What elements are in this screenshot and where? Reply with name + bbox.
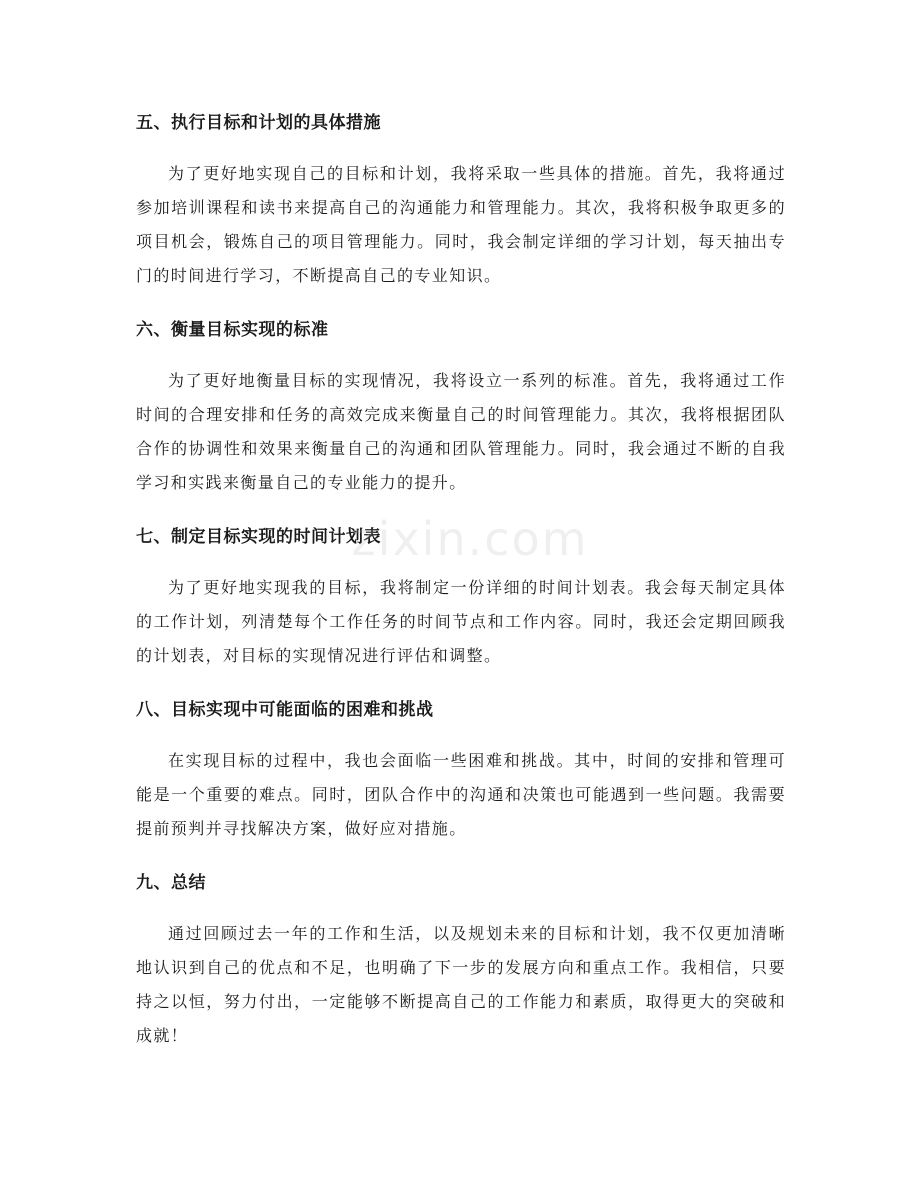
section-paragraph: 在实现目标的过程中，我也会面临一些困难和挑战。其中，时间的安排和管理可能是一个重要的难点。同时，团队合作中的沟通和决策也可能遇到一些问题。我需要提前预判并寻找解决方案，做好应对措施。 [136, 751, 786, 838]
section-measurement-standards [136, 303, 786, 510]
section-paragraph: 通过回顾过去一年的工作和生活，以及规划未来的目标和计划，我不仅更加清晰地认识到自己的优点和不足，也明确了下一步的发展方向和重点工作。我相信，只要持之以恒，努力付出，一定能够不断提高自己的工作能力和素质，取得更大的突破和成就！ [136, 924, 786, 1045]
document-page [136, 96, 786, 1063]
section-paragraph: 为了更好地实现我的目标，我将制定一份详细的时间计划表。我会每天制定具体的工作计划，列清楚每个工作任务的时间节点和工作内容。同时，我还会定期回顾我的计划表，对目标的实现情况进行评估和调整。 [136, 578, 786, 665]
section-summary [136, 856, 786, 1063]
watermark: zixin.com [351, 512, 589, 566]
section-difficulties-challenges [136, 683, 786, 856]
section-heading: 七、制定目标实现的时间计划表 [136, 527, 381, 547]
section-paragraph: 为了更好地实现自己的目标和计划，我将采取一些具体的措施。首先，我将通过参加培训课程和读书来提高自己的沟通能力和管理能力。其次，我将积极争取更多的项目机会，锻炼自己的项目管理能力。同时，我会制定详细的学习计划，每天抽出专门的时间进行学习，不断提高自己的专业知识。 [136, 164, 786, 285]
section-paragraph: 为了更好地衡量目标的实现情况，我将设立一系列的标准。首先，我将通过工作时间的合理安排和任务的高效完成来衡量自己的时间管理能力。其次，我将根据团队合作的协调性和效果来衡量自己的沟通和团队管理能力。同时，我会通过不断的自我学习和实践来衡量自己的专业能力的提升。 [136, 371, 786, 492]
section-heading: 五、执行目标和计划的具体措施 [136, 113, 381, 133]
section-heading: 八、目标实现中可能面临的困难和挑战 [136, 700, 434, 720]
section-time-schedule [136, 510, 786, 683]
section-heading: 六、衡量目标实现的标准 [136, 320, 329, 340]
section-execution-measures [136, 96, 786, 303]
section-heading: 九、总结 [136, 873, 206, 893]
